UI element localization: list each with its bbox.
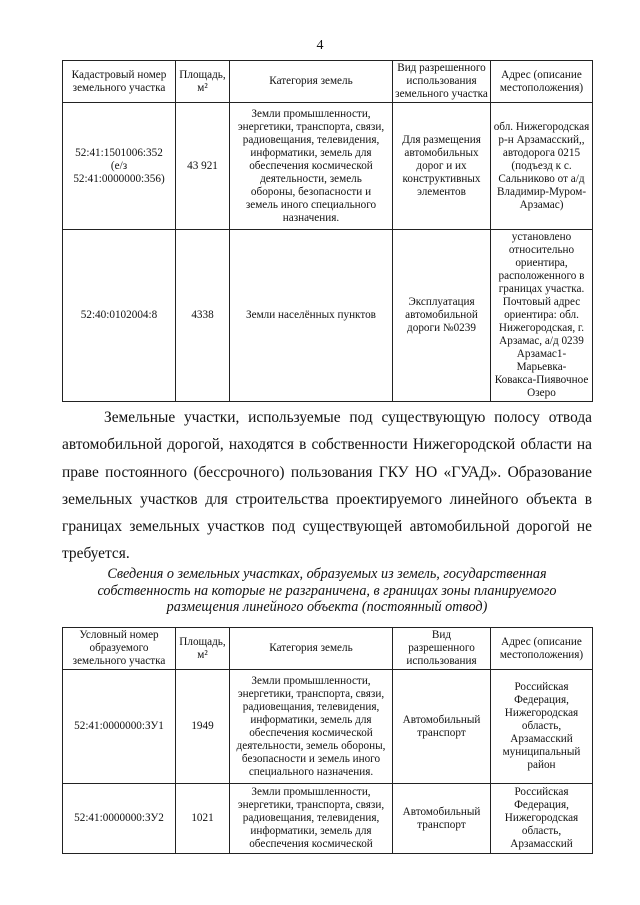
table-cell: 1021 (176, 784, 230, 854)
table-cell: 52:41:1501006:352 (е/з 52:41:0000000:356) (63, 103, 176, 230)
table-cell: 43 921 (176, 103, 230, 230)
header-cell: Площадь, м² (176, 628, 230, 670)
table-cell: Земли промышленности, энергетики, транспорта, связи, радиовещания, телевидения, информатики, земель для обеспечения космической деятельности, земель обороны, безопасности и земель иного специального назначения. (230, 670, 393, 784)
body-paragraph: Земельные участки, используемые под существующую полосу отвода автомобильной дорогой, находятся в собственности Нижегородской области на праве постоянного (бессрочного) пользования ГКУ НО «ГУАД». Образование земельных участков для строительства проектируемого линейного объекта в границах земельных участков под существующей автомобильной дорогой не требуется. (62, 409, 592, 563)
header-cell: Категория земель (230, 61, 393, 103)
header-cell: Условный номер образуемого земельного участка (63, 628, 176, 670)
header-cell: Адрес (описание местоположения) (491, 628, 593, 670)
table-row (63, 784, 593, 854)
table-cell: Автомобильный транспорт (393, 784, 491, 854)
table-cell: Автомобильный транспорт (393, 670, 491, 784)
table-cell: 52:41:0000000:ЗУ1 (63, 670, 176, 784)
table-row (63, 230, 593, 402)
header-cell: Категория земель (230, 628, 393, 670)
table-cell: Земли населённых пунктов (230, 230, 393, 402)
table-row (63, 103, 593, 230)
table-cell: 52:40:0102004:8 (63, 230, 176, 402)
header-cell: Площадь, м² (176, 61, 230, 103)
table-cell: Земли промышленности, энергетики, транспорта, связи, радиовещания, телевидения, информатики, земель для обеспечения космической (230, 784, 393, 854)
header-cell: Вид разрешенного использования земельного участка (393, 61, 491, 103)
header-cell: Адрес (описание местоположения) (491, 61, 593, 103)
table-cell: обл. Нижегородская р-н Арзамасский,, автодорога 0215 (подъезд к с. Сальниково от а/д Владимир-Муром- Арзамас) (491, 103, 593, 230)
page-number: 4 (316, 38, 324, 53)
table-caption: Сведения о земельных участках, образуемых из земель, государственная собственность на которые не разграничена, в границах зоны планируемого размещения линейного объекта (постоянный отвод) (97, 566, 557, 615)
table-cell: Российская Федерация, Нижегородская область, Арзамасский муниципальный район (491, 670, 593, 784)
formed-plots-table (62, 627, 593, 854)
table-cell: 1949 (176, 670, 230, 784)
table-cell: Для размещения автомобильных дорог и их конструктивных элементов (393, 103, 491, 230)
table-cell: 52:41:0000000:ЗУ2 (63, 784, 176, 854)
table-cell: Российская Федерация, Нижегородская область, Арзамасский (491, 784, 593, 854)
table-row (63, 670, 593, 784)
table-header-row (63, 61, 593, 103)
header-cell: Вид разрешенного использования (393, 628, 491, 670)
header-cell: Кадастровый номер земельного участка (63, 61, 176, 103)
table-cell: Земли промышленности, энергетики, транспорта, связи, радиовещания, телевидения, информатики, земель для обеспечения космической деятельности, земель обороны, безопасности и земель иного специального назначения. (230, 103, 393, 230)
table-cell: Эксплуатация автомобильной дороги №0239 (393, 230, 491, 402)
table-cell: 4338 (176, 230, 230, 402)
cadastral-table (62, 60, 593, 402)
table-header-row (63, 628, 593, 670)
table-cell: установлено относительно ориентира, расположенного в границах участка. Почтовый адрес ориентира: обл. Нижегородская, г. Арзамас, а/д 0239 Арзамас1-Марьевка- Ковакса-Пиявочное Озеро (491, 230, 593, 402)
